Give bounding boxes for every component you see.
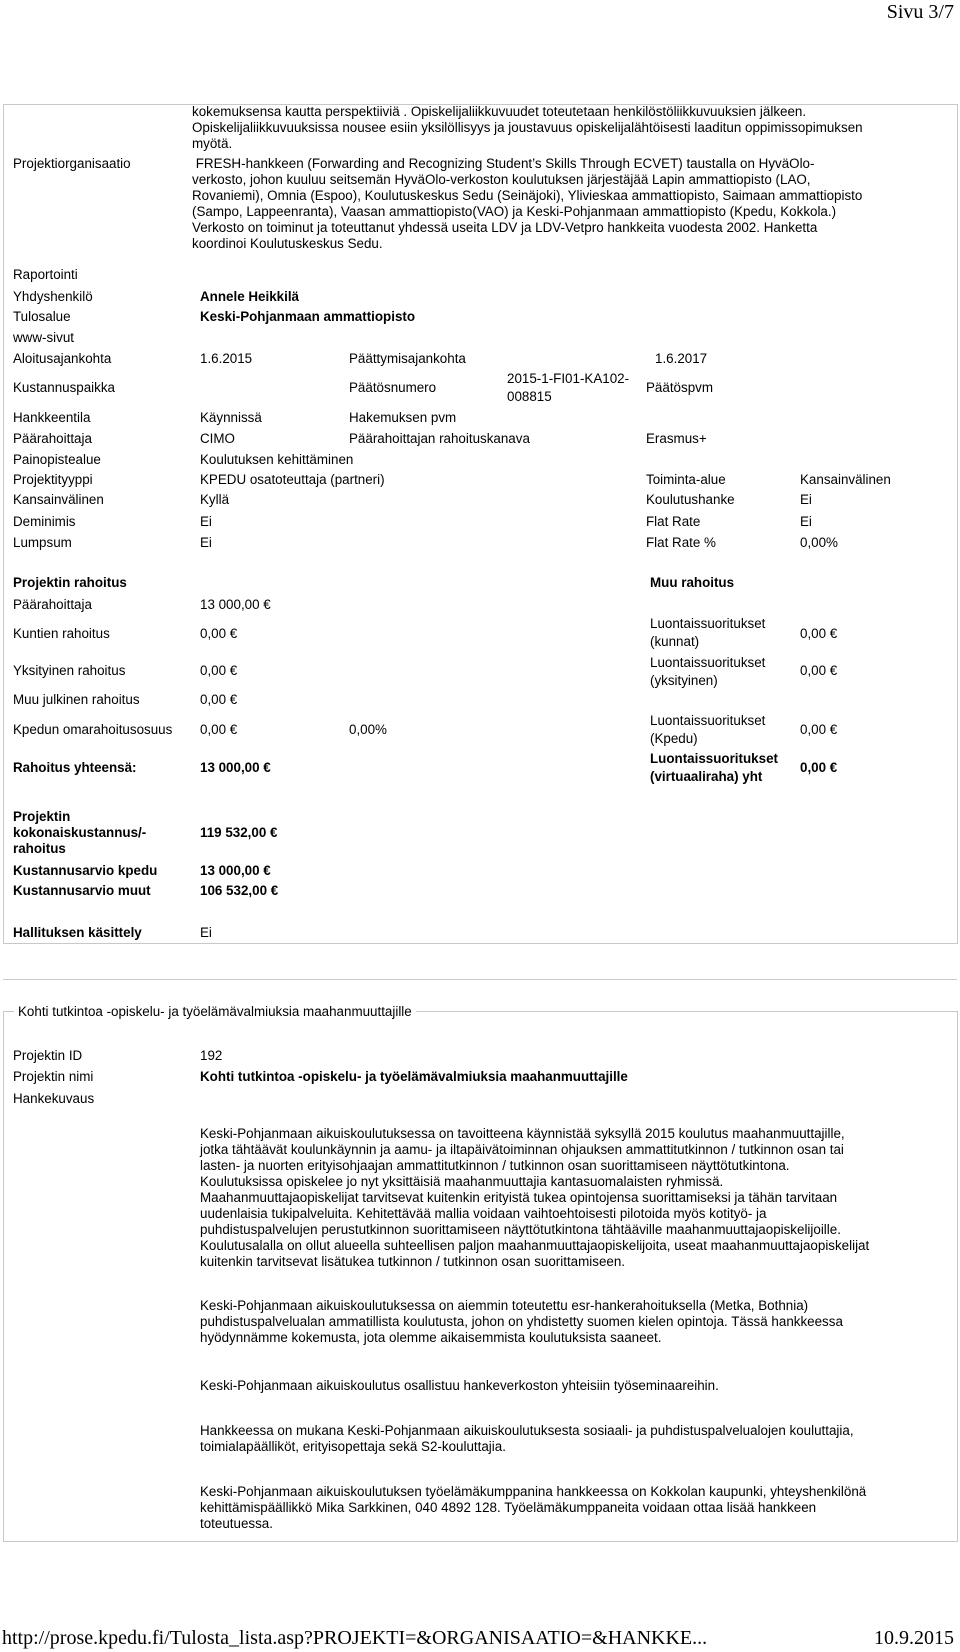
label-projektin-nimi: Projektin nimi xyxy=(13,1069,94,1084)
intro-line: myötä. xyxy=(192,136,233,151)
label-luontais-kunnat-1: Luontaissuoritukset xyxy=(650,616,766,631)
label-luontais-virtuaali-2: (virtuaaliraha) yht xyxy=(650,769,763,784)
yhdyshenkilo-value: Annele Heikkilä xyxy=(200,289,299,304)
label-projektiorganisaatio: Projektiorganisaatio xyxy=(13,156,131,171)
hankekuvaus-paragraph-3 xyxy=(200,1378,945,1394)
paragraph-line: kuitenkin tarvitsevat lisätukea tutkinnon / tutkinnon osan suorittamiseen. xyxy=(200,1254,626,1269)
paragraph-line: Hankkeessa on mukana Keski-Pohjanmaan aikuiskoulutuksesta sosiaali- ja puhdistuspalvelualojen kouluttajia, xyxy=(200,1423,854,1438)
intro-line: kokemuksensa kautta perspektiiviä . Opiskelijaliikkuvuudet toteutetaan henkilöstöliikkuvuuksien jälkeen. xyxy=(192,104,807,119)
paragraph-line: Keski-Pohjanmaan aikuiskoulutuksen työelämäkumppanina hankkeessa on Kokkolan kaupunki, yhteyshenkilönä xyxy=(200,1484,867,1499)
omarahoitus-value: 0,00 € xyxy=(200,722,238,737)
funding-paarahoittaja-value: 13 000,00 € xyxy=(200,597,271,612)
organisaatio-line: Verkosto on toiminut ja toteuttanut yhdessä useita LDV ja LDV-Vetpro hankkeita vuodesta 2002. Hanketta xyxy=(192,220,818,235)
hankkeentila-value: Käynnissä xyxy=(200,410,262,425)
label-hankekuvaus: Hankekuvaus xyxy=(13,1091,95,1106)
footer-date: 10.9.2015 xyxy=(874,1627,954,1649)
muu-julkinen-value: 0,00 € xyxy=(200,692,238,707)
project-legend: Kohti tutkintoa -opiskelu- ja työelämävalmiuksia maahanmuuttajille xyxy=(14,1004,416,1020)
label-projektin-id: Projektin ID xyxy=(13,1048,83,1063)
hallitus-value: Ei xyxy=(200,925,212,940)
paragraph-line: jotka tähtäävät koulunkäynnin ja aamu- ja iltapäivätoiminnan ohjauksen ammattitutkinnon / tutkinnon osan tai xyxy=(200,1142,844,1157)
label-paatosnumero: Päätösnumero xyxy=(349,380,437,395)
label-kuntien: Kuntien rahoitus xyxy=(13,626,110,641)
label-kustannusarvio-muut: Kustannusarvio muut xyxy=(13,883,151,898)
label-hakemuksen-pvm: Hakemuksen pvm xyxy=(349,410,457,425)
paragraph-line: toteutuessa. xyxy=(200,1516,273,1531)
label-kustannuspaikka: Kustannuspaikka xyxy=(13,380,115,395)
paragraph-line: puhdistuspalvelujen perustutkinnon suorittamiseen näyttötutkintona tähtääville maahanmuuttajaopiskelijoille. xyxy=(200,1222,841,1237)
organisaatio-line: FRESH-hankkeen (Forwarding and Recognizing Student’s Skills Through ECVET) taustalla on HyväOlo- xyxy=(192,156,815,171)
label-luontais-kpedu-2: (Kpedu) xyxy=(650,731,698,746)
organisaatio-line: Rovaniemi), Omnia (Espoo), Koulutuskeskus Sedu (Seinäjoki), Ylivieskaa ammattiopisto, Saimaan ammattiopisto xyxy=(192,188,863,203)
paragraph-line: uudenlaisia tukipalveluita. Kehitettävää mallia voidaan vaihtoehtoisesti pilotoida myös kotityö- ja xyxy=(200,1206,767,1221)
yksityinen-value: 0,00 € xyxy=(200,663,238,678)
label-toiminta-alue: Toiminta-alue xyxy=(646,472,726,487)
label-flat-rate: Flat Rate xyxy=(646,514,701,529)
hankekuvaus-paragraph-5 xyxy=(200,1484,945,1532)
organisaatio-line: verkosto, johon kuuluu seitsemän HyväOlo-verkoston koulutuksen järjestäjää Lapin ammattiopisto (LAO, xyxy=(192,172,811,187)
funding-title: Projektin rahoitus xyxy=(13,575,127,590)
organisaatio-line: koordinoi Koulutuskeskus Sedu. xyxy=(192,236,383,251)
label-lumpsum: Lumpsum xyxy=(13,535,72,550)
projektin-nimi-value: Kohti tutkintoa -opiskelu- ja työelämävalmiuksia maahanmuuttajille xyxy=(200,1069,628,1084)
label-kokonais-1: Projektin xyxy=(13,809,71,824)
kustannusarvio-kpedu-value: 13 000,00 € xyxy=(200,863,271,878)
omarahoitus-pct: 0,00% xyxy=(349,722,387,737)
page-number: Sivu 3/7 xyxy=(886,1,954,23)
kuntien-value: 0,00 € xyxy=(200,626,238,641)
koulutushanke-value: Ei xyxy=(800,492,812,507)
toiminta-alue-value: Kansainvälinen xyxy=(800,472,891,487)
label-koulutushanke: Koulutushanke xyxy=(646,492,735,507)
organisaatio-text xyxy=(192,156,937,252)
project-frame-2 xyxy=(3,1011,958,1542)
paragraph-line: Keski-Pohjanmaan aikuiskoulutuksessa on aiemmin toteutettu esr-hankerahoituksella (Metka, Bothnia) xyxy=(200,1298,809,1313)
label-kokonais-2: kokonaiskustannus/- xyxy=(13,825,147,840)
paatosnumero-line1: 2015-1-FI01-KA102- xyxy=(507,371,630,386)
paragraph-line: kehittämispäällikkö Mika Sarkkinen, 040 4892 128. Työelämäkumppaneita voidaan ottaa lisää hankkeen xyxy=(200,1500,817,1515)
luontais-kpedu-value: 0,00 € xyxy=(800,722,838,737)
paarahoittaja-value: CIMO xyxy=(200,431,235,446)
projektin-id-value: 192 xyxy=(200,1048,223,1063)
label-luontais-kpedu-1: Luontaissuoritukset xyxy=(650,713,766,728)
label-aloitus: Aloitusajankohta xyxy=(13,351,112,366)
intro-text xyxy=(192,104,932,152)
paragraph-line: toimialapäälliköt, erityisopettaja sekä S2-kouluttajia. xyxy=(200,1439,506,1454)
label-deminimis: Deminimis xyxy=(13,514,76,529)
flat-rate-value: Ei xyxy=(800,514,812,529)
paragraph-line: Koulutusalalla on ollut alueella suhteellisen paljon maahanmuuttajaopiskelijoita, useat maahanmuuttajaopiskelijat xyxy=(200,1238,870,1253)
label-painopistealue: Painopistealue xyxy=(13,452,101,467)
label-tulosalue: Tulosalue xyxy=(13,309,71,324)
deminimis-value: Ei xyxy=(200,514,212,529)
label-www: www-sivut xyxy=(13,330,75,345)
paragraph-line: puhdistuspalvelualan ammatillista koulutusta, johon on yhdistetty suomen kielen opintoja. Tässä hankkeessa xyxy=(200,1314,843,1329)
label-muu-julkinen: Muu julkinen rahoitus xyxy=(13,692,140,707)
paattymis-value: 1.6.2017 xyxy=(655,351,708,366)
label-yhteensa: Rahoitus yhteensä: xyxy=(13,760,137,775)
tulosalue-value: Keski-Pohjanmaan ammattiopisto xyxy=(200,309,416,324)
label-raportointi: Raportointi xyxy=(13,267,78,282)
paragraph-line: Keski-Pohjanmaan aikuiskoulutus osallistuu hankeverkoston yhteisiin työseminaareihin. xyxy=(200,1378,719,1393)
label-yhdyshenkilo: Yhdyshenkilö xyxy=(13,289,93,304)
footer-url: http://prose.kpedu.fi/Tulosta_lista.asp?PROJEKTI=&ORGANISAATIO=&HANKKE... xyxy=(2,1627,708,1649)
label-yksityinen: Yksityinen rahoitus xyxy=(13,663,126,678)
label-paatospvm: Päätöspvm xyxy=(646,380,713,395)
paragraph-line: hyödynnämme kokemusta, jota olemme aikaisemmista koulutuksista saaneet. xyxy=(200,1330,662,1345)
paatosnumero-line2: 008815 xyxy=(507,389,552,404)
label-hallitus: Hallituksen käsittely xyxy=(13,925,142,940)
intro-line: Opiskelijaliikkuvuuksissa nousee esiin yksilöllisyys ja joustavuus opiskelijalähtöisesti laaditun oppimissopimuksen xyxy=(192,120,863,135)
paragraph-line: Maahanmuuttajaopiskelijat tarvitsevat kuitenkin erityistä tukea opintojensa suorittamiseksi ja tähän tarvitaan xyxy=(200,1190,838,1205)
other-funding-title: Muu rahoitus xyxy=(650,575,735,590)
label-kansainvalinen: Kansainvälinen xyxy=(13,492,104,507)
label-funding-paarahoittaja: Päärahoittaja xyxy=(13,597,92,612)
luontais-virtuaali-value: 0,00 € xyxy=(800,760,838,775)
paragraph-line: lasten- ja nuorten erityisohjaajan ammattitutkinnon / tutkinnon osan suorittamiseen näyttötutkintona. xyxy=(200,1158,790,1173)
rahoituskanava-value: Erasmus+ xyxy=(646,431,707,446)
label-luontais-yksityinen-1: Luontaissuoritukset xyxy=(650,655,766,670)
label-luontais-kunnat-2: (kunnat) xyxy=(650,634,700,649)
luontais-yksityinen-value: 0,00 € xyxy=(800,663,838,678)
kokonais-value: 119 532,00 € xyxy=(200,825,278,840)
lumpsum-value: Ei xyxy=(200,535,212,550)
label-kokonais-3: rahoitus xyxy=(13,841,66,856)
kansainvalinen-value: Kyllä xyxy=(200,492,230,507)
hankekuvaus-paragraph-2 xyxy=(200,1298,945,1346)
hankekuvaus-paragraph-4 xyxy=(200,1423,945,1455)
projektityyppi-value: KPEDU osatoteuttaja (partneri) xyxy=(200,472,385,487)
painopistealue-value: Koulutuksen kehittäminen xyxy=(200,452,354,467)
label-kustannusarvio-kpedu: Kustannusarvio kpedu xyxy=(13,863,158,878)
label-projektityyppi: Projektityyppi xyxy=(13,472,93,487)
paragraph-line: Koulutuksissa opiskelee jo nyt yksittäisiä maahanmuuttajia kantasuomalaisten ryhmissä. xyxy=(200,1174,724,1189)
label-luontais-yksityinen-2: (yksityinen) xyxy=(650,673,718,688)
organisaatio-line: (Sampo, Lappeenranta), Vaasan ammattiopisto(VAO) ja Keski-Pohjanmaan ammattiopisto (Kpedu, Kokkola.) xyxy=(192,204,837,219)
label-omarahoitus: Kpedun omarahoitusosuus xyxy=(13,722,173,737)
aloitus-value: 1.6.2015 xyxy=(200,351,253,366)
label-paarahoittaja: Päärahoittaja xyxy=(13,431,92,446)
flat-rate-pct-value: 0,00% xyxy=(800,535,838,550)
kustannusarvio-muut-value: 106 532,00 € xyxy=(200,883,279,898)
section-divider xyxy=(3,979,957,980)
yhteensa-value: 13 000,00 € xyxy=(200,760,271,775)
luontais-kunnat-value: 0,00 € xyxy=(800,626,838,641)
label-rahoituskanava: Päärahoittajan rahoituskanava xyxy=(349,431,530,446)
label-hankkeentila: Hankkeentila xyxy=(13,410,91,425)
label-paattymis: Päättymisajankohta xyxy=(349,351,466,366)
label-luontais-virtuaali-1: Luontaissuoritukset xyxy=(650,751,778,766)
paragraph-line: Keski-Pohjanmaan aikuiskoulutuksessa on tavoitteena käynnistää syksyllä 2015 koulutus maahanmuuttajille, xyxy=(200,1126,845,1141)
hankekuvaus-paragraph-1 xyxy=(200,1126,945,1270)
label-flat-rate-pct: Flat Rate % xyxy=(646,535,716,550)
